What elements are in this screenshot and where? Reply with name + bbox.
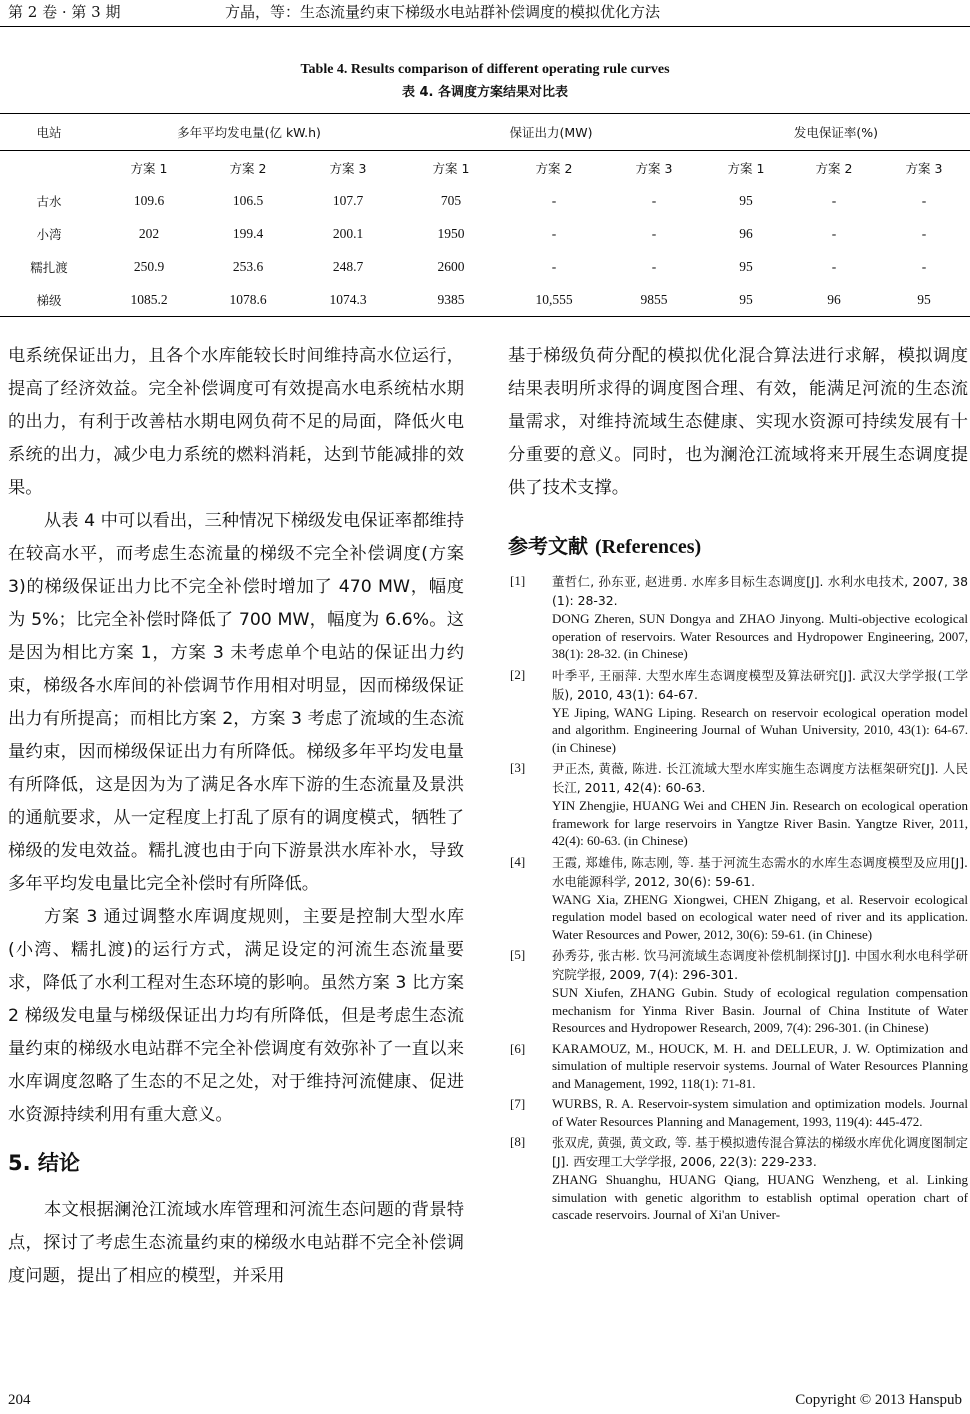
table-cell: 95: [739, 291, 753, 307]
references-heading-zh: 参考文献: [508, 534, 588, 558]
running-header: [0, 0, 970, 27]
reference-number: [1]: [510, 573, 526, 588]
table-cell: -: [831, 192, 837, 208]
table-cell: 9385: [437, 291, 465, 307]
reference-item: [508, 666, 968, 757]
volume-issue: 第 2 卷 · 第 3 期: [8, 3, 121, 21]
table-cell: -: [921, 258, 927, 274]
station-name: 古水: [36, 193, 62, 209]
sub-header: [0, 151, 98, 185]
table-cell: 199.4: [232, 225, 264, 241]
paragraph: 电系统保证出力，且各个水库能较长时间维持高水位运行，提高了经济效益。完全补偿调度可有效提高水电系统枯水期的出力，有利于改善枯水期电网负荷不足的局面，降低火电系统的出力，减少电力系统的燃料消耗，达到节能减排的效果。: [8, 346, 464, 498]
table-cell: 1078.6: [229, 291, 267, 307]
table-cell: 96: [827, 291, 841, 307]
table-cell: -: [551, 225, 557, 241]
reference-number: [8]: [510, 1134, 526, 1149]
reference-zh: 叶季平, 王丽萍. 大型水库生态调度模型及算法研究[J]. 武汉大学学报(工学版), 2010, 43(1): 64-67.: [552, 667, 968, 702]
table-cell: -: [651, 192, 657, 208]
col-header-station: 电站: [36, 125, 62, 140]
reference-number: [2]: [510, 666, 526, 682]
table-cell: -: [921, 192, 927, 208]
table-cell: -: [651, 258, 657, 274]
station-name: 梯级: [36, 292, 62, 308]
sub-header: 方案 2: [815, 160, 853, 176]
table-cell: -: [551, 192, 557, 208]
table-row: [0, 184, 970, 217]
table-cell: 253.6: [232, 258, 264, 274]
table-cell: 200.1: [332, 225, 364, 241]
reference-item: [508, 759, 968, 850]
reference-en: SUN Xiufen, ZHANG Gubin. Study of ecological regulation compensation mechanism for Yinma River Basin. Journal of China Institute of Water Resources and Hydropower Research, 2009, 7(4): 296-301. (in Chinese): [552, 985, 968, 1035]
table-cell: 106.5: [232, 192, 264, 208]
table-cell: 705: [440, 192, 462, 208]
reference-en: YIN Zhengjie, HUANG Wei and CHEN Jin. Research on ecological operation framework for large reservoirs in Yangtze River Basin. Yangtze River, 2011, 42(4): 60-63. (in Chinese): [552, 798, 968, 848]
table-cell: 96: [739, 225, 753, 241]
reference-zh: 董哲仁, 孙东亚, 赵进勇. 水库多目标生态调度[J]. 水利水电技术, 2007, 38(1): 28-32.: [552, 574, 968, 608]
sub-header: 方案 3: [905, 160, 943, 176]
reference-en: DONG Zheren, SUN Dongya and ZHAO Jinyong. Multi-objective ecological operation of reservoirs. Water Resources and Hydropower Engineering, 2007, 38(1): 28-32. (in Chinese): [552, 611, 968, 661]
reference-zh: 王霞, 郑雄伟, 陈志刚, 等. 基于河流生态需水的水库生态调度模型及应用[J]. 水电能源科学, 2012, 30(6): 59-61.: [552, 854, 968, 889]
sub-header: 方案 2: [229, 160, 267, 176]
reference-en: KARAMOUZ, M., HOUCK, M. H. and DELLEUR, J. W. Optimization and simulation of multiple reservoir systems. Journal of Water Resources Planning and Management, 1992, 118(1): 71-81.: [552, 1040, 968, 1091]
reference-number: [4]: [510, 853, 526, 869]
reference-en: WURBS, R. A. Reservoir-system simulation and optimization models. Journal of Water Resources Planning and Management, 1993, 119(4): 445-472.: [552, 1096, 968, 1129]
table-cell: 202: [138, 225, 160, 241]
running-title: 方晶，等：生态流量约束下梯级水电站群补偿调度的模拟优化方法: [225, 3, 661, 21]
reference-item: [508, 946, 968, 1037]
station-name: 糯扎渡: [30, 259, 68, 275]
copyright: Copyright © 2013 Hanspub: [795, 1392, 962, 1408]
reference-zh: 张双虎, 黄强, 黄文政, 等. 基于模拟遗传混合算法的梯级水库优化调度图制定[J]. 西安理工大学学报, 2006, 22(3): 229-233.: [552, 1135, 968, 1169]
sub-header: 方案 1: [130, 160, 168, 176]
table-cell: 95: [739, 258, 753, 274]
left-column: [8, 340, 464, 1293]
station-name: 小湾: [36, 226, 62, 242]
references-heading: [508, 531, 968, 562]
table-cell: 10,555: [535, 291, 573, 307]
reference-number: [3]: [510, 760, 526, 775]
sub-header: 方案 1: [727, 160, 765, 176]
right-column: [508, 340, 968, 1227]
table-row: [0, 217, 970, 250]
reference-en: WANG Xia, ZHENG Xiongwei, CHEN Zhigang, et al. Reservoir ecological regulation model based on ecological water need of river and its application. Water Resources and Power, 2012, 30(6): 59-61. (in Chinese): [552, 891, 968, 942]
reference-number: [7]: [510, 1096, 526, 1111]
table-caption-en: Table 4. Results comparison of different operating rule curves: [300, 62, 670, 77]
table-cell: -: [921, 225, 927, 241]
paragraph: 基于梯级负荷分配的模拟优化混合算法进行求解，模拟调度结果表明所求得的调度图合理、有效，能满足河流的生态流量需求，对维持流域生态健康、实现水资源可持续发展有十分重要的意义。同时，也为澜沧江流域将来开展生态调度提供了技术支撑。: [508, 346, 968, 498]
references-heading-en: (References): [594, 536, 702, 558]
sub-header: 方案 2: [535, 160, 573, 176]
sub-header: 方案 3: [635, 160, 673, 176]
table-sub-header-row: [0, 151, 970, 185]
reference-zh: 尹正杰, 黄薇, 陈进. 长江流域大型水库实施生态调度方法框架研究[J]. 人民长江, 2011, 42(4): 60-63.: [552, 761, 968, 795]
reference-item: [508, 1040, 968, 1093]
table-cell: -: [651, 225, 657, 241]
table-cell: 2600: [437, 258, 465, 274]
table-cell: -: [551, 258, 557, 274]
paragraph: 本文根据澜沧江流域水库管理和河流生态问题的背景特点，探讨了考虑生态流量约束的梯级水电站群不完全补偿调度问题，提出了相应的模型，并采用: [8, 1200, 464, 1286]
table-caption-zh: 表 4. 各调度方案结果对比表: [401, 85, 569, 100]
table-cell: 1074.3: [329, 291, 367, 307]
table-cell: 95: [917, 291, 931, 307]
table-cell: 1085.2: [130, 291, 168, 307]
paragraph: 方案 3 通过调整水库调度规则，主要是控制大型水库(小湾、糯扎渡)的运行方式，满足设定的河流生态流量要求，降低了水利工程对生态环境的影响。虽然方案 3 比方案 2 梯级发电量与梯级保证出力均有所降低，但是考虑生态流量约束的梯级水电站群不完全补偿调度有效弥补了一直以来水库调度忽略了生态的不足之处，对于维持河流健康、促进水资源持续利用有重大意义。: [8, 907, 464, 1125]
col-header-energy: 多年平均发电量(亿 kW.h): [177, 125, 321, 140]
reference-number: [6]: [510, 1040, 526, 1056]
sub-header: 方案 3: [329, 160, 367, 176]
col-header-firm-output: 保证出力(MW): [509, 125, 593, 140]
results-table: [0, 113, 970, 317]
table-cell: 95: [739, 192, 753, 208]
reference-item: [508, 853, 968, 944]
table-row: [0, 283, 970, 317]
reference-zh: 孙秀芬, 张古彬. 饮马河流域生态调度补偿机制探讨[J]. 中国水利水电科学研究院学报, 2009, 7(4): 296-301.: [552, 948, 968, 982]
table-cell: 250.9: [133, 258, 165, 274]
reference-item: [508, 572, 968, 663]
reference-en: YE Jiping, WANG Liping. Research on reservoir ecological operation model and algorithm. Engineering Journal of Wuhan University, 2010, 43(1): 64-67. (in Chinese): [552, 704, 968, 755]
table-cell: 9855: [640, 291, 668, 307]
sub-header: 方案 1: [432, 160, 470, 176]
section-heading-conclusion: 5. 结论: [8, 1151, 80, 1175]
reference-item: [508, 1095, 968, 1130]
table-cell: -: [831, 258, 837, 274]
reference-item: [508, 1133, 968, 1224]
table-cell: 107.7: [332, 192, 364, 208]
table-group-header-row: [0, 114, 970, 151]
page-number: 204: [8, 1392, 31, 1408]
table-cell: -: [831, 225, 837, 241]
paragraph: 从表 4 中可以看出，三种情况下梯级发电保证率都维持在较高水平，而考虑生态流量的梯级不完全补偿调度(方案 3)的梯级保证出力比不完全补偿时增加了 470 MW，幅度为 5%；比完全补偿时降低了 700 MW，幅度为 6.6%。这是因为相比方案 1，方案 3 未考虑单个电站的保证出力约束，梯级各水库间的补偿调节作用相对明显，因而梯级保证出力有所提高；而相比方案 2，方案 3 考虑了流域的生态流量约束，因而梯级保证出力有所降低。梯级多年平均发电量有所降低，这是因为为了满足各水库下游的生态流量及景洪的通航要求，从一定程度上打乱了原有的调度模式，牺牲了梯级的发电效益。糯扎渡也由于向下游景洪水库补水，导致多年平均发电量比完全补偿时有所降低。: [8, 511, 464, 894]
reference-en: ZHANG Shuanghu, HUANG Qiang, HUANG Wenzheng, et al. Linking simulation with genetic algorithm to establish optimal operation chart of cascade reservoirs. Journal of Xi'an Univer-: [552, 1172, 968, 1222]
table-cell: 248.7: [332, 258, 364, 274]
col-header-reliability: 发电保证率(%): [793, 125, 879, 140]
table-row: [0, 250, 970, 283]
reference-number: [5]: [510, 947, 526, 962]
table-cell: 1950: [437, 225, 465, 241]
table-cell: 109.6: [133, 192, 165, 208]
